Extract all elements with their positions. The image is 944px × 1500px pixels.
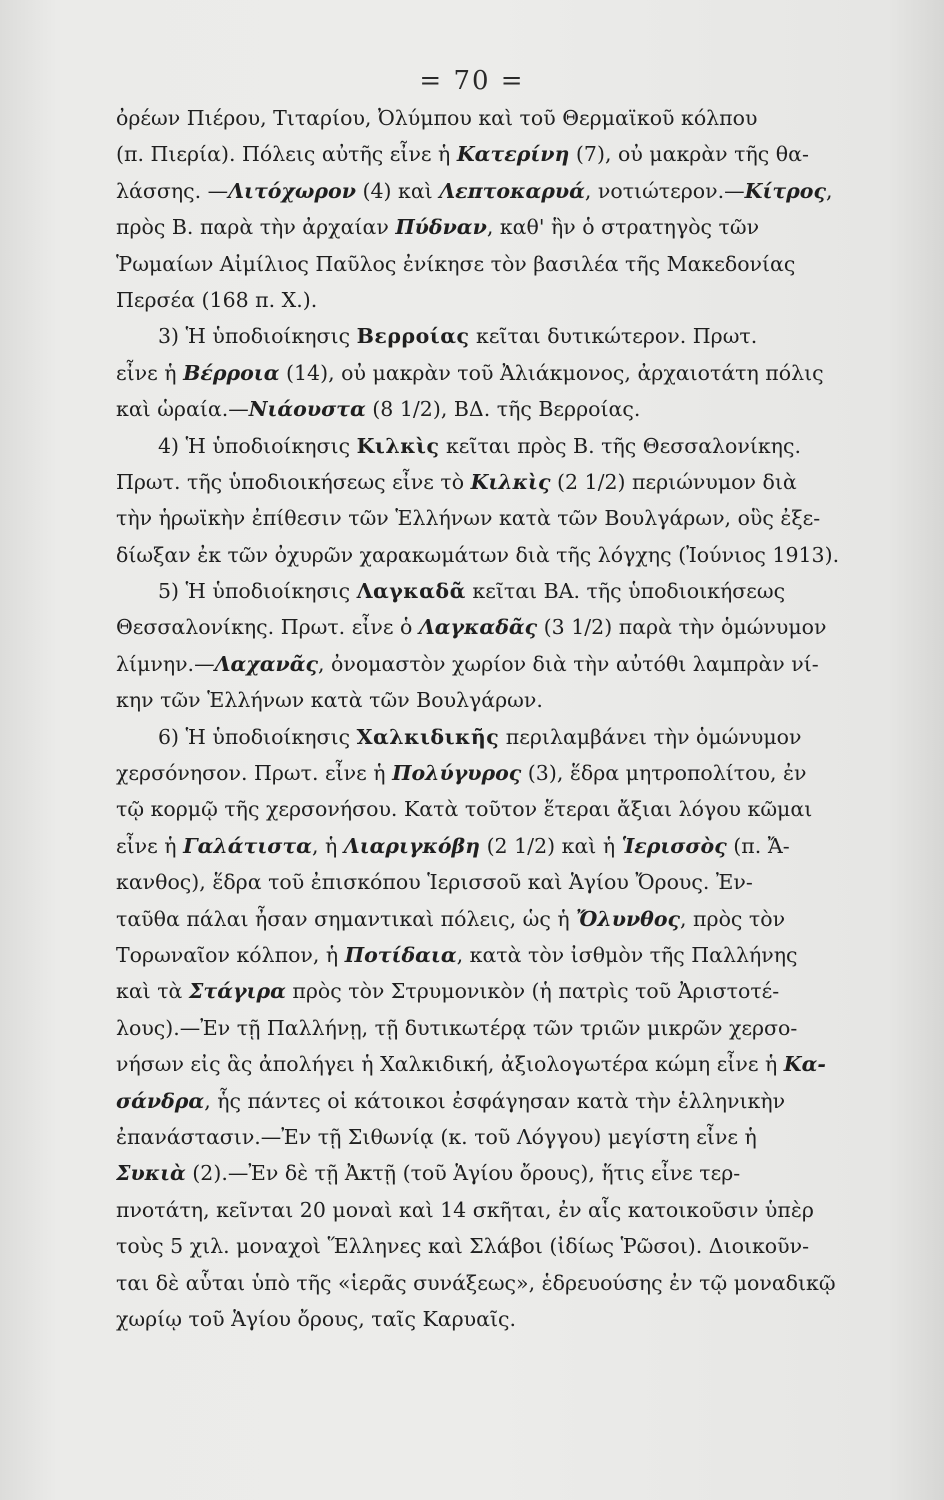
text-segment: , ἧς πάντες οἱ κάτοικοι ἐσφάγησαν κατὰ τὴν ἑλληνικὴν [204, 1088, 786, 1113]
text-segment: λίμνην.— [116, 651, 215, 676]
text-line [116, 973, 928, 1009]
place-name: Πύδναν [395, 215, 487, 240]
text-segment: (π. Πιερία). Πόλεις αὐτῆς εἶνε ἡ [116, 142, 457, 167]
text-segment: , ὀνομαστὸν χωρίον διὰ τὴν αὐτόθι λαμπρὰν νί- [318, 651, 819, 676]
place-name: Βέρροια [183, 360, 280, 385]
text-segment: λάσσης. — [116, 178, 229, 203]
text-segment: , ἡ [311, 833, 344, 858]
text-line [116, 209, 928, 245]
text-line [116, 609, 928, 645]
text-segment: (3 1/2) παρὰ τὴν ὁμώνυμον [537, 615, 827, 640]
place-name: Κα- [783, 1052, 826, 1077]
text-segment: (4) καὶ [355, 178, 440, 203]
text-segment: καὶ ὡραία.— [116, 397, 249, 422]
text-line [116, 1301, 928, 1337]
text-segment: τὴν ἡρωϊκὴν ἐπίθεσιν τῶν Ἑλλήνων κατὰ τῶν Βουλγάρων, οὓς ἐξε- [116, 506, 821, 531]
place-name: Λαχανᾶς [214, 651, 318, 676]
text-segment: ται δὲ αὗται ὑπὸ τῆς «ἱερᾶς συνάξεως», ἑδρευούσης ἐν τῷ μοναδικῷ [116, 1270, 836, 1295]
place-name: Ποτίδαια [344, 942, 457, 967]
text-line [116, 1192, 928, 1228]
text-segment: καὶ τὰ [116, 979, 189, 1004]
district-name: Λαγκαδᾶ [356, 579, 466, 604]
text-line [116, 755, 928, 791]
text-line [116, 391, 928, 427]
text-segment: κην τῶν Ἑλλήνων κατὰ τῶν Βουλγάρων. [116, 688, 543, 713]
text-line [116, 1265, 928, 1301]
place-name: Νιάουστα [248, 397, 366, 422]
text-segment: , καθ' ἣν ὁ στρατηγὸς τῶν [486, 215, 760, 240]
text-line [116, 937, 928, 973]
place-name: Κιλκὶς [470, 469, 551, 494]
text-line [116, 1155, 928, 1191]
place-name: Λιαριγκόβη [343, 833, 481, 858]
text-line [116, 355, 928, 391]
district-name: Κιλκὶς [356, 433, 440, 458]
text-segment: (2 1/2) καὶ ἡ [480, 833, 622, 858]
text-line [116, 173, 928, 209]
text-line [116, 464, 928, 500]
text-segment: τοὺς 5 χιλ. μοναχοὶ Ἕλληνες καὶ Σλάβοι (ἰδίως Ῥῶσοι). Διοικοῦν- [116, 1234, 809, 1259]
text-segment: Ῥωμαίων Αἰμίλιος Παῦλος ἐνίκησε τὸν βασιλέα τῆς Μακεδονίας [116, 251, 796, 276]
place-name: Λιτόχωρον [228, 178, 356, 203]
text-line [116, 1010, 928, 1046]
text-line [116, 864, 928, 900]
text-segment: 6) Ἡ ὑποδιοίκησις [158, 724, 357, 749]
text-line [116, 1119, 928, 1155]
text-segment: λους).—Ἐν τῇ Παλλήνῃ, τῇ δυτικωτέρᾳ τῶν τριῶν μικρῶν χερσο- [116, 1015, 798, 1040]
text-segment: (8 1/2), ΒΔ. τῆς Βερροίας. [365, 397, 641, 422]
text-segment: Θεσσαλονίκης. Πρωτ. εἶνε ὁ [116, 615, 419, 640]
text-segment: 4) Ἡ ὑποδιοίκησις [158, 433, 357, 458]
text-line [116, 428, 928, 464]
text-segment: πρὸς Β. παρὰ τὴν ἀρχαίαν [116, 215, 396, 240]
text-line [116, 282, 928, 318]
text-segment: κανθος), ἕδρα τοῦ ἐπισκόπου Ἱερισσοῦ καὶ Ἁγίου Ὄρους. Ἐν- [116, 870, 753, 895]
page-number: = 70 = [419, 66, 525, 96]
text-segment: κεῖται πρὸς Β. τῆς Θεσσαλονίκης. [439, 433, 801, 458]
text-segment: , νοτιώτερον.— [584, 178, 745, 203]
text-segment: , κατὰ τὸν ἰσθμὸν τῆς Παλλήνης [456, 942, 798, 967]
place-name: Στάγιρα [188, 979, 286, 1004]
text-segment: 3) Ἡ ὑποδιοίκησις [158, 324, 357, 349]
text-line [116, 318, 928, 354]
place-name: Γαλάτιστα [183, 833, 312, 858]
text-segment: ἐπανάστασιν.—Ἐν τῇ Σιθωνίᾳ (κ. τοῦ Λόγγου) μεγίστη εἶνε ἡ [116, 1124, 757, 1149]
place-name: Πολύγυρος [392, 761, 522, 786]
place-name: Συκιὰ [116, 1161, 186, 1186]
text-segment: εἶνε ἡ [116, 360, 184, 385]
text-segment: Πρωτ. τῆς ὑποδιοικήσεως εἶνε τὸ [116, 469, 471, 494]
place-name: Ἱερισσὸς [621, 833, 727, 858]
text-segment: Τορωναῖον κόλπον, ἡ [116, 942, 345, 967]
text-line [116, 791, 928, 827]
text-segment: , [825, 178, 833, 203]
text-line [116, 682, 928, 718]
text-segment: (2 1/2) περιώνυμον διὰ [550, 469, 797, 494]
place-name: Ὄλυνθος [576, 906, 681, 931]
place-name: Λεπτοκαρυά [439, 178, 585, 203]
text-line [116, 1083, 928, 1119]
district-name: Χαλκιδικῆς [356, 724, 500, 749]
text-segment: (2).—Ἐν δὲ τῇ Ἀκτῇ (τοῦ Ἁγίου ὄρους), ἥτις εἶνε τερ- [185, 1161, 741, 1186]
text-segment: περιλαμβάνει τὴν ὁμώνυμον [499, 724, 802, 749]
body-text [116, 100, 928, 1337]
district-name: Βερροίας [356, 324, 470, 349]
text-line [116, 246, 928, 282]
text-segment: εἶνε ἡ [116, 833, 184, 858]
place-name: Κατερίνη [456, 142, 570, 167]
text-segment: χωρίῳ τοῦ Ἁγίου ὄρους, ταῖς Καρυαῖς. [116, 1306, 517, 1331]
text-segment: (3), ἕδρα μητροπολίτου, ἐν [521, 761, 807, 786]
text-segment: πνοτάτη, κεῖνται 20 μοναὶ καὶ 14 σκῆται, ἐν αἷς κατοικοῦσιν ὑπὲρ [116, 1197, 814, 1222]
text-segment: (14), οὐ μακρὰν τοῦ Ἀλιάκμονος, ἀρχαιοτάτη πόλις [279, 360, 824, 385]
text-segment: πρὸς τὸν Στρυμονικὸν (ἡ πατρὶς τοῦ Ἀριστοτέ- [285, 979, 780, 1004]
text-segment: τῷ κορμῷ τῆς χερσονήσου. Κατὰ τοῦτον ἕτεραι ἄξιαι λόγου κῶμαι [116, 797, 813, 822]
text-segment: δίωξαν ἐκ τῶν ὀχυρῶν χαρακωμάτων διὰ τῆς λόγχης (Ἰούνιος 1913). [116, 542, 840, 567]
text-segment: νήσων εἰς ἃς ἀπολήγει ἡ Χαλκιδική, ἀξιολογωτέρα κώμη εἶνε ἡ [116, 1052, 784, 1077]
text-line [116, 136, 928, 172]
text-line [116, 719, 928, 755]
text-line [116, 573, 928, 609]
place-name: σάνδρα [116, 1088, 205, 1113]
text-line [116, 500, 928, 536]
text-line [116, 646, 928, 682]
text-segment: , πρὸς τὸν [680, 906, 786, 931]
text-segment: κεῖται δυτικώτερον. Πρωτ. [469, 324, 758, 349]
text-segment: ταῦθα πάλαι ἦσαν σημαντικαὶ πόλεις, ὡς ἡ [116, 906, 577, 931]
text-segment: Περσέα (168 π. Χ.). [116, 287, 318, 312]
text-segment: (7), οὐ μακρὰν τῆς θα- [569, 142, 809, 167]
text-segment: (π. Ἄ- [726, 833, 790, 858]
text-line [116, 537, 928, 573]
text-segment: 5) Ἡ ὑποδιοίκησις [158, 579, 357, 604]
text-line [116, 828, 928, 864]
text-segment: κεῖται ΒΑ. τῆς ὑποδιοικήσεως [465, 579, 786, 604]
text-segment: χερσόνησον. Πρωτ. εἶνε ἡ [116, 761, 393, 786]
text-line [116, 100, 928, 136]
text-line [116, 1046, 928, 1082]
text-segment: ὀρέων Πιέρου, Τιταρίου, Ὀλύμπου καὶ τοῦ Θερμαϊκοῦ κόλπου [116, 106, 758, 130]
text-line [116, 901, 928, 937]
place-name: Λαγκαδᾶς [418, 615, 538, 640]
text-line [116, 1228, 928, 1264]
place-name: Κίτρος [744, 178, 826, 203]
